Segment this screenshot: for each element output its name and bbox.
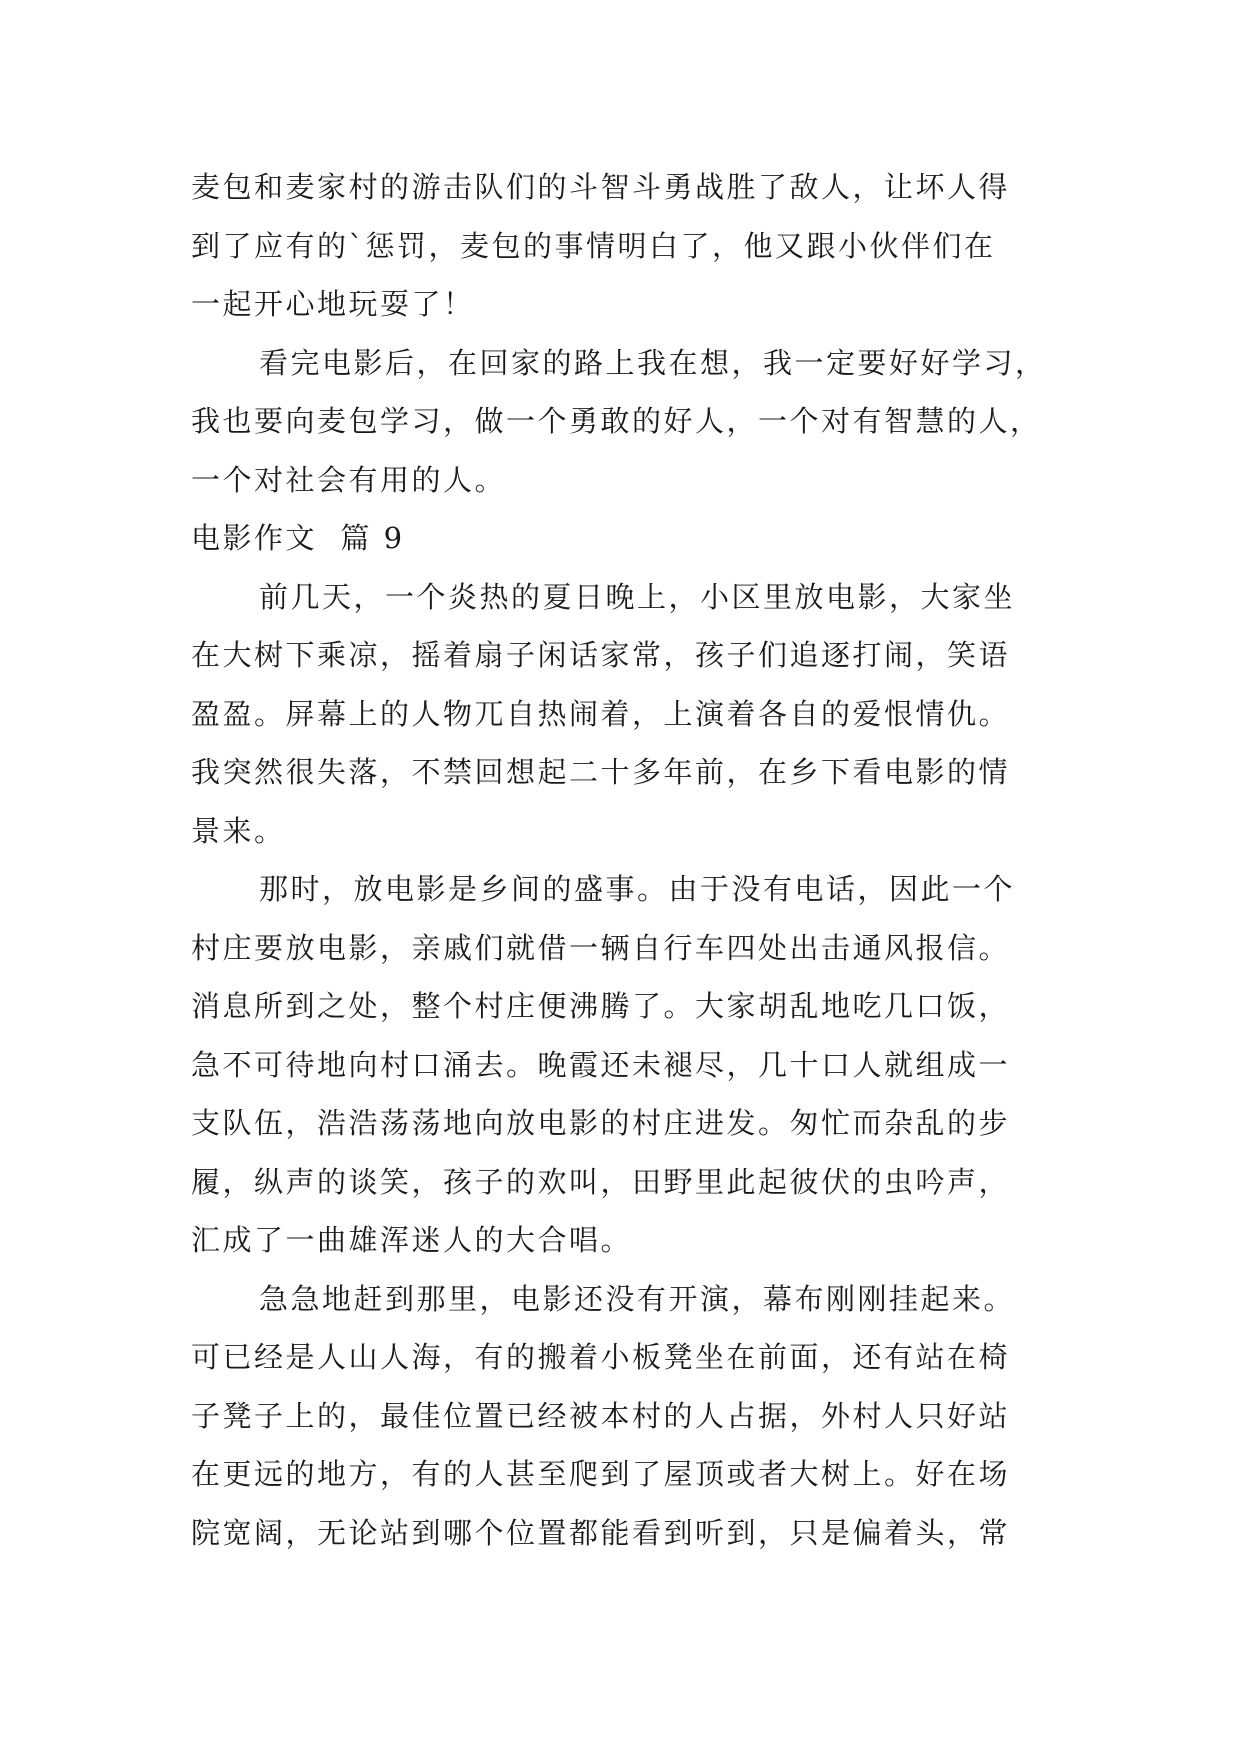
text-line: 汇成了一曲雄浑迷人的大合唱。 xyxy=(191,1223,633,1257)
paragraph xyxy=(191,1270,1061,1563)
text-line: 支队伍，浩浩荡荡地向放电影的村庄进发。匆忙而杂乱的步 xyxy=(191,1106,1011,1140)
text-line: 一起开心地玩耍了！ xyxy=(191,287,475,321)
text-line: 在更远的地方，有的人甚至爬到了屋顶或者大树上。好在场 xyxy=(191,1457,1011,1491)
paragraph xyxy=(191,158,1061,334)
text-line: 一个对社会有用的人。 xyxy=(191,462,507,497)
document-body xyxy=(191,158,1061,1562)
paragraph xyxy=(191,860,1061,1270)
text-line: 看完电影后，在回家的路上我在想，我一定要好好学习， xyxy=(259,345,1047,380)
text-line: 那时，放电影是乡间的盛事。由于没有电话，因此一个 xyxy=(259,872,1016,906)
text-line: 我也要向麦包学习，做一个勇敢的好人，一个对有智慧的人， xyxy=(191,404,1042,438)
text-line: 履，纵声的谈笑，孩子的欢叫，田野里此起彼伏的虫吟声， xyxy=(191,1164,1011,1199)
text-line: 到了应有的`惩罚，麦包的事情明白了，他又跟小伙伴们在 xyxy=(191,228,996,263)
text-line: 急不可待地向村口涌去。晚霞还未褪尽，几十口人就组成一 xyxy=(191,1047,1011,1082)
text-line: 盈盈。屏幕上的人物兀自热闹着，上演着各自的爱恨情仇。 xyxy=(191,696,1011,731)
text-line: 子凳子上的，最佳位置已经被本村的人占据，外村人只好站 xyxy=(191,1398,1011,1433)
text-line: 消息所到之处，整个村庄便沸腾了。大家胡乱地吃几口饭， xyxy=(191,989,1011,1023)
text-line: 在大树下乘凉，摇着扇子闲话家常，孩子们追逐打闹，笑语 xyxy=(191,638,1011,672)
text-line: 院宽阔，无论站到哪个位置都能看到听到，只是偏着头，常 xyxy=(191,1515,1011,1550)
paragraph xyxy=(191,568,1061,861)
section-heading: 电影作文 篇 9 xyxy=(191,521,405,555)
text-line: 村庄要放电影，亲戚们就借一辆自行车四处出击通风报信。 xyxy=(191,930,1011,965)
text-line: 可已经是人山人海，有的搬着小板凳坐在前面，还有站在椅 xyxy=(191,1340,1011,1374)
text-line: 急急地赶到那里，电影还没有开演，幕布刚刚挂起来。 xyxy=(259,1281,1016,1316)
text-line: 麦包和麦家村的游击队们的斗智斗勇战胜了敌人，让坏人得 xyxy=(191,170,1011,204)
text-line: 我突然很失落，不禁回想起二十多年前，在乡下看电影的情 xyxy=(191,755,1011,789)
text-line: 前几天，一个炎热的夏日晚上，小区里放电影，大家坐 xyxy=(259,579,1016,614)
paragraph xyxy=(191,334,1061,510)
text-line: 景来。 xyxy=(191,813,286,848)
